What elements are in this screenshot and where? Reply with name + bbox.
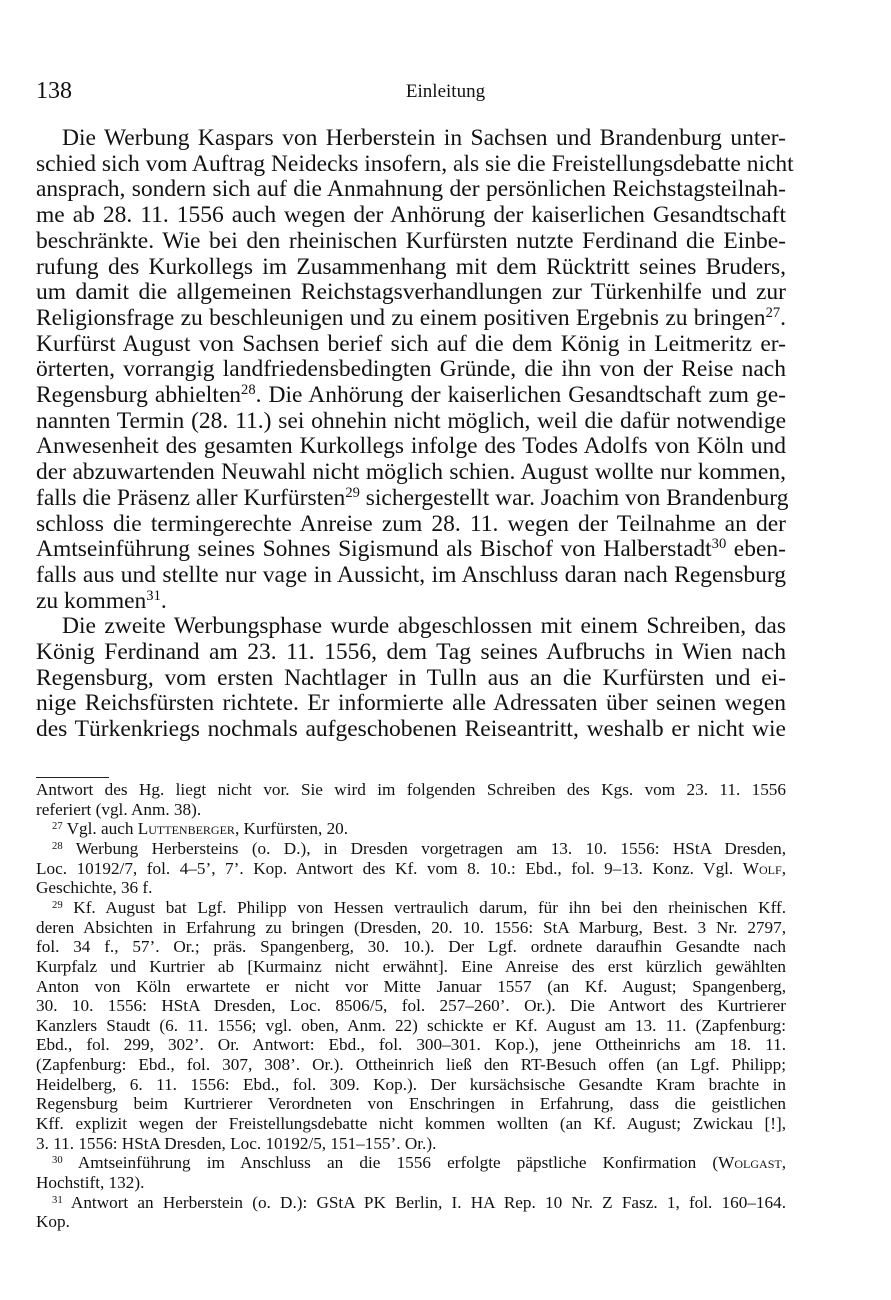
body-line-text: nige Reichsfürsten richtete. Er informierte alle Adressaten über seinen wegen <box>36 690 786 717</box>
footnote-text: Anton von Köln erwartete er nicht vor Mitte Januar 1557 (an Kf. August; Spangenberg, <box>36 976 786 996</box>
body-line-text: . Die Anhörung der kaiserlichen Gesandtschaft zum ge- <box>255 382 786 408</box>
footnote-line <box>36 1172 786 1193</box>
footnote-line <box>36 976 786 997</box>
footnote-number: 31 <box>52 1194 63 1206</box>
footnote-line <box>52 1192 786 1213</box>
author-name: Wolf <box>742 858 782 878</box>
footnote-number: 27 <box>52 821 63 833</box>
footnote-line <box>52 897 786 918</box>
footnote-text: Ebd., fol. 299, 302’. Or. Antwort: Ebd., fol. 300–301. Kop.), jene Ottheinrichs am 18. 11. <box>36 1035 786 1055</box>
footnote-text: fol. 34 f., 57’. Or.; präs. Spangenberg, 30. 10.). Der Lgf. ordnete daraufhin Gesandte nach <box>36 937 786 957</box>
body-line-text: schied sich vom Auftrag Neidecks insofern, als sie die Freistellungsdebatte nicht <box>36 150 794 177</box>
footnote-text: Werbung Herbersteins (o. D.), in Dresden vorgetragen am 13. 10. 1556: HStA Dresden, <box>62 838 786 858</box>
body-line <box>36 714 786 744</box>
body-line-text: sichergestellt war. Joachim von Brandenburg <box>359 484 789 511</box>
footnote-text: 3. 11. 1556: HStA Dresden, Loc. 10192/5, 151–155’. Or.). <box>36 1133 437 1153</box>
footnote-text: referiert (vgl. Anm. 38). <box>36 799 202 819</box>
footnote-text: Kff. explizit wegen der Freistellungsdebatte nicht kommen wollten (an Kf. August; Zwickau [!], <box>36 1114 786 1134</box>
footnote-reference[interactable]: 31 <box>146 587 161 604</box>
body-line-text: schloss die termingerechte Anreise zum 28. 11. wegen der Teilnahme an der <box>36 510 786 537</box>
footnote-line <box>36 1113 786 1134</box>
footnote-line <box>36 917 786 938</box>
footnote-number: 29 <box>52 900 63 912</box>
footnote-text: Regensburg beim Kurtrierer Verordneten von Enschringen in Erfahrung, dass die geistlichen <box>36 1094 786 1114</box>
body-line-text: falls die Präsenz aller Kurfürsten <box>36 484 346 511</box>
footnote-text: Loc. 10192/7, fol. 4–5’, 7’. Kop. Antwort des Kf. vom 8. 10.: Ebd., fol. 9–13. Konz. Vgl. <box>36 858 743 878</box>
footnote-text: (Zapfenburg: Ebd., fol. 307, 308’. Or.). Ottheinrich ließ den RT-Besuch offen (an Lgf. Philipp; <box>36 1055 786 1075</box>
body-line-text: . <box>160 587 167 614</box>
footnote-line <box>36 1133 786 1154</box>
author-name: Luttenberger <box>137 819 235 839</box>
body-line-text: König Ferdinand am 23. 11. 1556, dem Tag seines Aufbruchs in Wien nach <box>36 639 786 665</box>
footnote-line <box>36 995 786 1016</box>
footnote-text: Hochstift, 132). <box>36 1173 145 1192</box>
footnote-reference[interactable]: 28 <box>241 382 256 398</box>
footnote-text: Kf. August bat Lgf. Philipp von Hessen vertraulich darum, für ihn bei den rheinischen Kff. <box>62 897 786 917</box>
footnote-text: deren Absichten in Erfahrung zu bringen (Dresden, 20. 10. 1556: StA Marburg, Best. 3 Nr. 2797, <box>36 917 786 937</box>
footnote-line <box>36 1054 786 1075</box>
author-name: Wolgast <box>718 1153 782 1173</box>
footnote-line <box>36 956 786 977</box>
footnote-text: Kop. <box>36 1212 70 1232</box>
footnote-text: Heidelberg, 6. 11. 1556: Ebd., fol. 309. Kop.). Der kursächsische Gesandte Kram brachte in <box>36 1074 786 1094</box>
body-line-text: . <box>780 304 786 331</box>
footnote-line <box>36 877 786 898</box>
body-line-text: Amtseinführung seines Sohnes Sigismund als Bischof von Halberstadt <box>36 536 712 563</box>
footnote-line <box>36 936 786 957</box>
footnote-text: Antwort des Hg. liegt nicht vor. Sie wird im folgenden Schreiben des Kgs. vom 23. 11. 1556 <box>36 780 786 799</box>
page-number: 138 <box>36 78 72 104</box>
footnote-text: Antwort an Herberstein (o. D.): GStA PK Berlin, I. HA Rep. 10 Nr. Z Fasz. 1, fol. 160–164. <box>62 1192 786 1212</box>
footnote-line <box>36 1034 786 1055</box>
footnote-line <box>36 1015 786 1036</box>
footnote-text: Kanzlers Staudt (6. 11. 1556; vgl. oben, Anm. 22) schickte er Kf. August am 13. 11. (Zapfenburg: <box>36 1015 786 1035</box>
footnote-line <box>52 818 786 839</box>
footnote-line <box>36 858 786 879</box>
footnote-separator <box>36 777 109 778</box>
footnote-line <box>52 838 786 859</box>
body-line-text: Die Werbung Kaspars von Herberstein in Sachsen und Brandenburg unter- <box>62 125 786 151</box>
footnote-reference[interactable]: 29 <box>345 484 360 501</box>
body-line-text: beschränkte. Wie bei den rheinischen Kurfürsten nutzte Ferdinand die Einbe- <box>36 227 786 254</box>
footnote-line <box>36 1093 786 1114</box>
footnote-text: Amtseinführung im Anschluss an die 1556 erfolgte päpstliche Konfirmation ( <box>62 1153 719 1173</box>
body-line-text: um damit die allgemeinen Reichstagsverhandlungen zur Türkenhilfe und zur <box>36 279 786 306</box>
footnote-line <box>36 779 786 800</box>
footnote-reference[interactable]: 30 <box>711 536 727 553</box>
body-line-text: Die zweite Werbungsphase wurde abgeschlossen mit einem Schreiben, das <box>62 613 786 640</box>
body-line-text: rufung des Kurkollegs im Zusammenhang mit dem Rücktritt seines Bruders, <box>36 253 786 280</box>
footnote-number: 28 <box>52 841 63 853</box>
body-line-text: nannten Termin (28. 11.) sei ohnehin nicht möglich, weil die dafür notwendige <box>36 407 786 434</box>
footnote-text: , <box>781 1153 786 1173</box>
body-line-text: Regensburg abhielten <box>36 382 242 408</box>
body-line-text: zu kommen <box>36 587 147 614</box>
footnote-text: Kurpfalz und Kurtrier ab [Kurmainz nicht erwähnt]. Eine Anreise des erst kürzlich gewählten <box>36 956 786 976</box>
body-line-text: eben- <box>726 536 786 563</box>
body-line-text: falls aus und stellte nur vage in Aussicht, im Anschluss daran nach Regensburg <box>36 561 786 588</box>
body-line-text: Religionsfrage zu beschleunigen und zu einem positiven Ergebnis zu bringen <box>36 304 766 331</box>
body-line-text: der abzuwartenden Neuwahl nicht möglich schien. August wollte nur kommen, <box>36 459 786 486</box>
footnote-line <box>36 799 786 820</box>
footnote-number: 30 <box>52 1155 63 1167</box>
footnote-text: Geschichte, 36 f. <box>36 878 153 898</box>
body-line-text: ansprach, sondern sich auf die Anmahnung der persönlichen Reichstagsteilnah- <box>36 176 786 203</box>
footnote-text: , <box>781 858 786 878</box>
body-line-text: Anwesenheit des gesamten Kurkollegs infolge des Todes Adolfs von Köln und <box>36 433 786 460</box>
footnote-text: 30. 10. 1556: HStA Dresden, Loc. 8506/5, fol. 257–260’. Or.). Die Antwort des Kurtrierer <box>36 996 786 1016</box>
footnote-line <box>36 1074 786 1095</box>
footnote-reference[interactable]: 27 <box>765 304 781 321</box>
body-line-text: des Türkenkriegs nochmals aufgeschobenen Reiseantritt, weshalb er nicht wie <box>36 716 786 743</box>
body-line-text: örterten, vorrangig landfriedensbedingten Gründe, die ihn von der Reise nach <box>36 356 786 383</box>
footnote-text: , Kurfürsten, 20. <box>234 819 349 839</box>
footnote-text: Vgl. auch <box>62 819 138 839</box>
body-line-text: Kurfürst August von Sachsen berief sich auf die dem König in Leitmeritz er- <box>36 330 786 357</box>
body-line-text: me ab 28. 11. 1556 auch wegen der Anhörung der kaiserlichen Gesandtschaft <box>36 202 786 229</box>
footnote-line <box>52 1152 786 1173</box>
running-title: Einleitung <box>405 81 486 102</box>
body-line-text: Regensburg, vom ersten Nachtlager in Tulln aus an die Kurfürsten und ei- <box>36 664 786 691</box>
footnote-line <box>36 1211 786 1232</box>
